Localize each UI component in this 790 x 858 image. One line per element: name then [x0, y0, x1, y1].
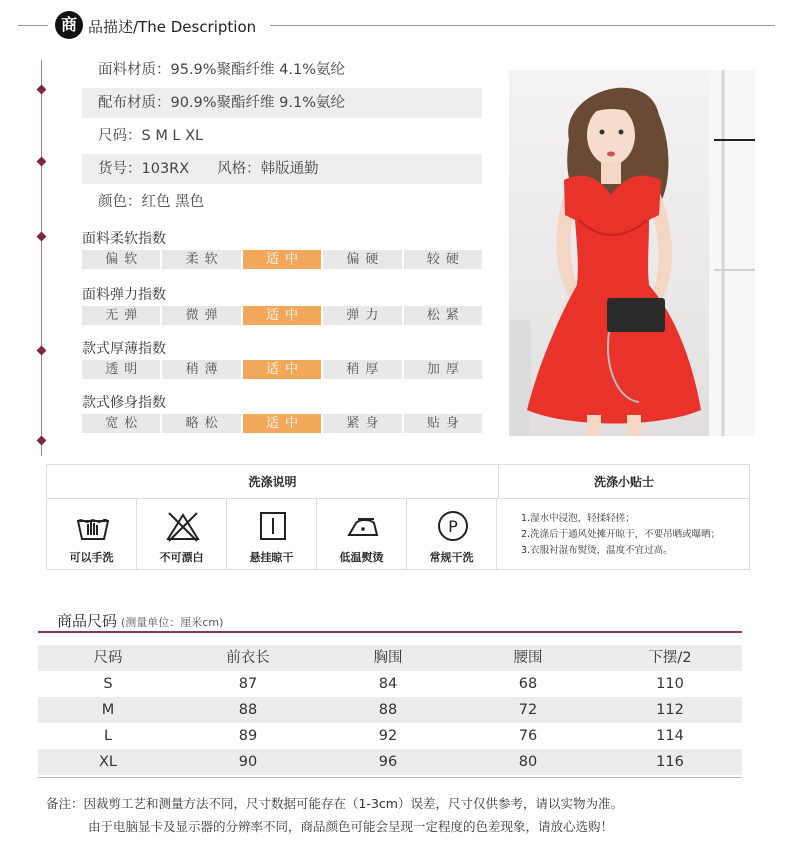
- side-marker: [37, 157, 47, 167]
- section-title: 品描述/The Description: [88, 18, 257, 36]
- size-cell: 112: [656, 702, 684, 718]
- care-label: 可以手洗: [69, 551, 114, 564]
- size-header-cell: 胸围: [373, 650, 403, 666]
- side-rule: [41, 60, 42, 456]
- side-marker: [37, 346, 47, 356]
- scale-option: 略松: [162, 414, 240, 433]
- table-row: [38, 723, 742, 749]
- size-cell: 87: [238, 676, 258, 692]
- scale-option: 微弹: [162, 306, 240, 325]
- size-cell: 76: [518, 728, 538, 744]
- size-cell: 68: [518, 676, 538, 692]
- scale-option: 稍厚: [323, 360, 401, 379]
- size-header-row: [38, 645, 742, 671]
- scale-option: 松紧: [404, 306, 482, 325]
- scale-option-selected: 适中: [243, 306, 321, 325]
- scale-option: 偏软: [82, 250, 160, 269]
- care-table: [46, 464, 750, 570]
- side-marker: [37, 85, 47, 95]
- fabric-material: 面料材质：95.9%聚酯纤维 4.1%氨纶: [98, 62, 346, 78]
- scale-option: 较硬: [404, 250, 482, 269]
- scale-option: 柔软: [162, 250, 240, 269]
- lining-material: 配布材质：90.9%聚酯纤维 9.1%氨纶: [82, 88, 482, 118]
- care-label: 不可漂白: [159, 551, 204, 564]
- care-item: [407, 499, 497, 569]
- index-scale: [82, 250, 482, 269]
- size-header-cell: 下摆/2: [648, 650, 692, 666]
- table-row: [38, 697, 742, 723]
- index-scale: [82, 306, 482, 325]
- size-table-bottom-rule: [38, 777, 742, 778]
- table-row: [38, 671, 742, 697]
- size-cell: 84: [378, 676, 398, 692]
- index-scale: [82, 360, 482, 379]
- size-cell: XL: [98, 754, 117, 770]
- scale-option: 无弹: [82, 306, 160, 325]
- scale-option: 偏硬: [323, 250, 401, 269]
- table-row: [38, 749, 742, 775]
- care-tip: 2.洗涤后于通风处摊开晾干，不要吊晒或曝晒；: [521, 529, 721, 540]
- care-label: 低温熨烫: [339, 551, 384, 564]
- index-title: 面料弹力指数: [82, 287, 166, 303]
- size-cell: 72: [518, 702, 538, 718]
- care-item: [137, 499, 227, 569]
- scale-option: 贴身: [404, 414, 482, 433]
- scale-option: 稍薄: [162, 360, 240, 379]
- size-header-cell: 前衣长: [226, 650, 270, 666]
- size-table-title: [57, 610, 223, 631]
- item-style: 风格：韩版通勤: [217, 161, 319, 177]
- care-tips: [521, 511, 720, 559]
- scale-option: 弹力: [323, 306, 401, 325]
- low-iron-icon: [346, 509, 380, 543]
- size-cell: 88: [378, 702, 398, 718]
- side-marker: [37, 436, 47, 446]
- index-title: 款式修身指数: [82, 395, 166, 411]
- size-cell: 114: [656, 728, 684, 744]
- model-illustration: [509, 70, 755, 436]
- care-tip: 1.湿水中浸泡，轻揉轻搓；: [521, 513, 635, 524]
- no-bleach-icon: [166, 509, 200, 543]
- size-table: [38, 645, 742, 775]
- header-rule-right: [270, 25, 775, 26]
- note-line-2: 由于电脑显卡及显示器的分辨率不同，商品颜色可能会呈现一定程度的色差现象，请放心选购！: [88, 819, 614, 834]
- scale-option-selected: 适中: [243, 414, 321, 433]
- size-cell: 90: [238, 754, 258, 770]
- index-scale: [82, 414, 482, 433]
- scale-option: 透明: [82, 360, 160, 379]
- size-cell: L: [103, 728, 113, 744]
- item-code: 货号：103RX: [98, 161, 190, 177]
- color-list: 颜色：红色 黑色: [98, 194, 205, 210]
- scale-option: 紧身: [323, 414, 401, 433]
- size-cell: 88: [238, 702, 258, 718]
- size-cell: S: [103, 676, 113, 692]
- scale-option-selected: 适中: [243, 360, 321, 379]
- hang-dry-icon: [256, 509, 290, 543]
- care-label: 常规干洗: [429, 551, 474, 564]
- size-header-cell: 腰围: [513, 650, 543, 666]
- care-label: 悬挂晾干: [249, 551, 294, 564]
- size-title-text: 商品尺码: [57, 612, 118, 630]
- side-marker: [37, 232, 47, 242]
- index-title: 款式厚薄指数: [82, 341, 166, 357]
- size-cell: 116: [656, 754, 684, 770]
- product-photo: [509, 70, 755, 436]
- care-tip: 3.衣服衬湿布熨烫，温度不宜过高。: [521, 545, 673, 556]
- code-style-row: [82, 154, 482, 184]
- care-item: [317, 499, 407, 569]
- size-cell: 89: [238, 728, 258, 744]
- care-item: [47, 499, 137, 569]
- index-title: 面料柔软指数: [82, 231, 166, 247]
- tips-header: 洗涤小贴士: [499, 465, 749, 499]
- hand-wash-icon: [76, 509, 110, 543]
- size-cell: 110: [656, 676, 684, 692]
- size-cell: 92: [378, 728, 398, 744]
- note-line-1: 备注：因裁剪工艺和测量方法不同，尺寸数据可能存在（1-3cm）误差，尺寸仅供参考，请以实物为准。: [46, 796, 623, 811]
- header-rule-left: [18, 25, 48, 26]
- scale-option-selected: 适中: [243, 250, 321, 269]
- wash-header: 洗涤说明: [47, 465, 499, 499]
- svg-text:P: P: [448, 517, 458, 536]
- scale-option: 加厚: [404, 360, 482, 379]
- dry-clean-icon: [436, 509, 470, 543]
- size-cell: M: [101, 702, 115, 718]
- care-item: [227, 499, 317, 569]
- header-badge: 商: [55, 11, 83, 39]
- scale-option: 宽松: [82, 414, 160, 433]
- size-cell: 96: [378, 754, 398, 770]
- size-title-rule: [38, 631, 742, 633]
- size-header-cell: 尺码: [93, 650, 123, 666]
- size-cell: 80: [518, 754, 538, 770]
- size-list: 尺码：S M L XL: [98, 128, 204, 144]
- size-unit: (测量单位：厘米cm): [121, 616, 224, 629]
